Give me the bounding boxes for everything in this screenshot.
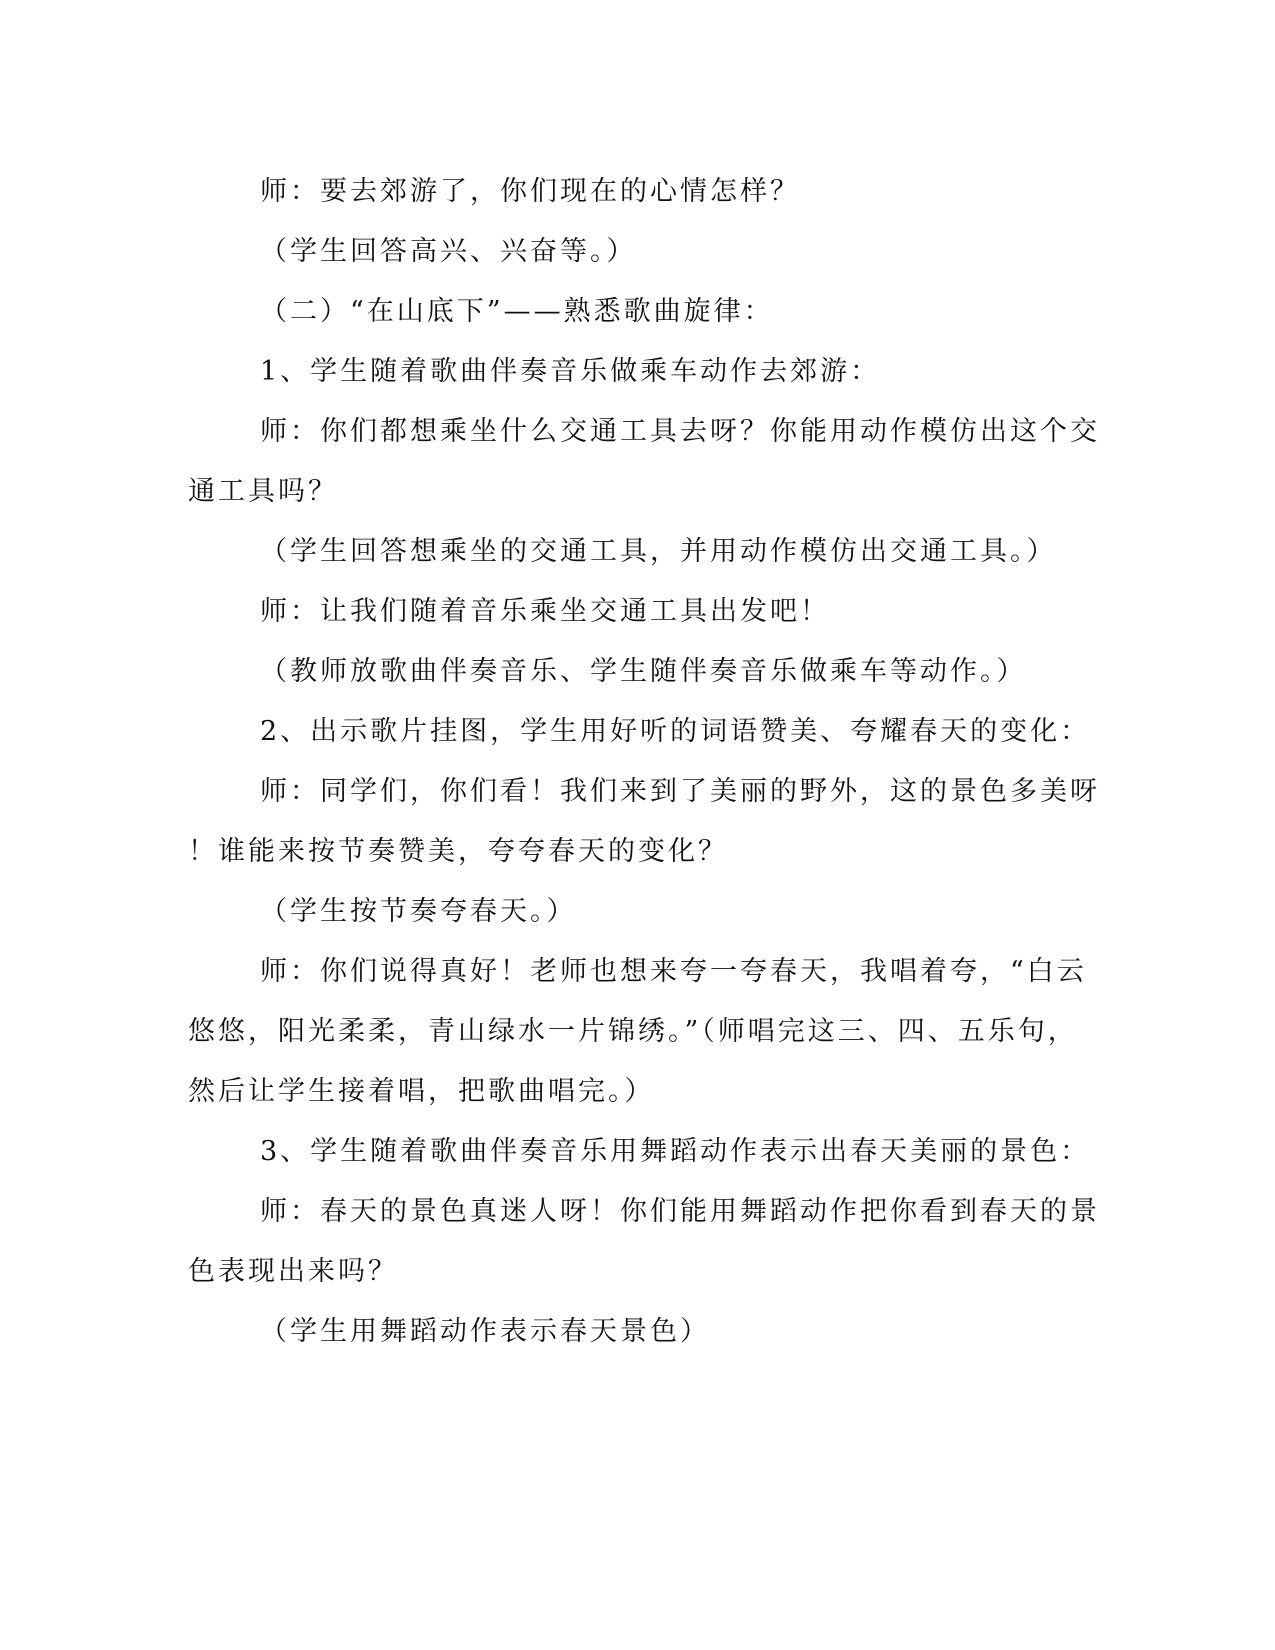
paragraph-line: ！谁能来按节奏赞美，夸夸春天的变化？ xyxy=(188,836,728,867)
paragraph-line: 悠悠，阳光柔柔，青山绿水一片锦绣。”（师唱完这三、四、五乐句， xyxy=(188,1016,1078,1047)
paragraph-line: 师：你们说得真好！老师也想来夸一夸春天，我唱着夸，“白云 xyxy=(260,956,1087,987)
step-heading: 1、学生随着歌曲伴奏音乐做乘车动作去郊游： xyxy=(260,356,881,387)
paragraph-line: （学生回答高兴、兴奋等。） xyxy=(260,236,637,267)
paragraph-line: 师：春天的景色真迷人呀！你们能用舞蹈动作把你看到春天的景 xyxy=(260,1196,1100,1227)
section-heading: （二）“在山底下”——熟悉歌曲旋律： xyxy=(260,296,774,327)
paragraph-line: 师：让我们随着音乐乘坐交通工具出发吧！ xyxy=(260,596,830,627)
paragraph-line: 师：你们都想乘坐什么交通工具去呀？你能用动作模仿出这个交 xyxy=(260,416,1100,447)
paragraph-line: （教师放歌曲伴奏音乐、学生随伴奏音乐做乘车等动作。） xyxy=(260,656,1027,687)
paragraph-line: 师：要去郊游了，你们现在的心情怎样？ xyxy=(260,176,800,207)
paragraph-line: （学生回答想乘坐的交通工具，并用动作模仿出交通工具。） xyxy=(260,536,1057,567)
paragraph-line: （学生按节奏夸春天。） xyxy=(260,896,577,927)
document-body xyxy=(188,162,1100,1362)
paragraph-line: 师：同学们，你们看！我们来到了美丽的野外，这的景色多美呀 xyxy=(260,776,1100,807)
step-heading: 3、学生随着歌曲伴奏音乐用舞蹈动作表示出春天美丽的景色： xyxy=(260,1136,1091,1167)
paragraph-line: 色表现出来吗？ xyxy=(188,1256,398,1287)
step-heading: 2、出示歌片挂图，学生用好听的词语赞美、夸耀春天的变化： xyxy=(260,716,1091,747)
paragraph-line: 通工具吗？ xyxy=(188,476,338,507)
paragraph-line: （学生用舞蹈动作表示春天景色） xyxy=(260,1316,710,1347)
paragraph-line: 然后让学生接着唱，把歌曲唱完。） xyxy=(188,1076,655,1107)
